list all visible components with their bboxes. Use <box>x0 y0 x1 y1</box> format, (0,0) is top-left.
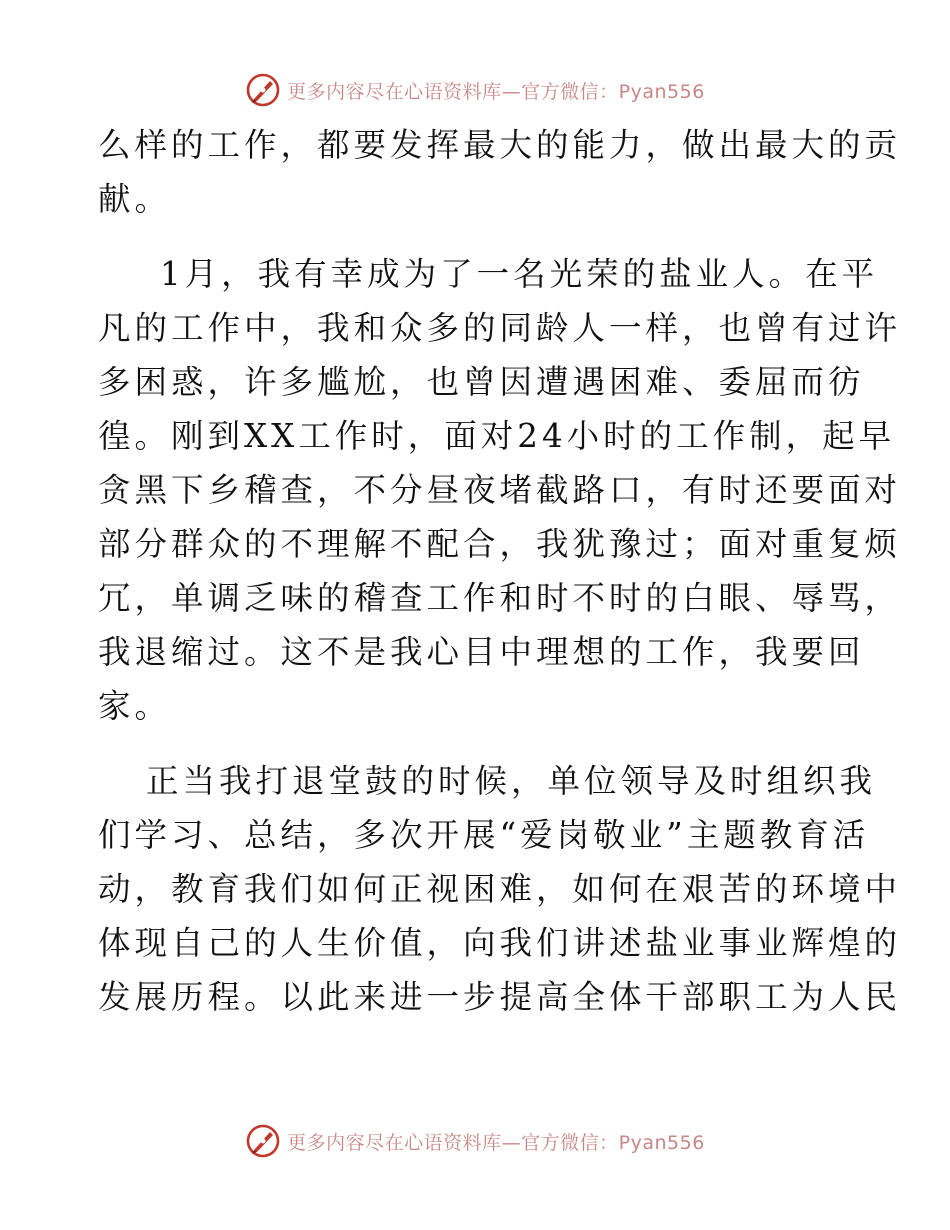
text-line: 我退缩过。这不是我心目中理想的工作，我要回 <box>98 633 865 671</box>
footer-watermark-text: 更多内容尽在心语资料库—官方微信：Pyan556 <box>287 1131 705 1154</box>
document-body <box>98 126 902 1032</box>
header-watermark-text: 更多内容尽在心语资料库—官方微信：Pyan556 <box>287 80 705 103</box>
text-line: 凡的工作中，我和众多的同龄人一样，也曾有过许 <box>98 309 902 347</box>
text-line: 多困惑，许多尴尬，也曾因遭遇困难、委屈而彷 <box>98 363 865 401</box>
text-line: 部分群众的不理解不配合，我犹豫过；面对重复烦 <box>98 525 902 563</box>
paragraph-gap <box>98 234 850 255</box>
text-line: 献。 <box>98 180 172 218</box>
footer-watermark <box>0 1121 950 1161</box>
text-line: 徨。刚到XX工作时，面对24小时的工作制，起早 <box>98 417 896 455</box>
text-line: 贪黑下乡稽查，不分昼夜堵截路口，有时还要面对 <box>98 471 902 509</box>
paragraph-gap <box>98 741 850 762</box>
text-line: 体现自己的人生价值，向我们讲述盐业事业辉煌的 <box>98 924 902 962</box>
text-line: 正当我打退堂鼓的时候，单位领导及时组织我 <box>146 762 877 800</box>
text-line: 1月，我有幸成为了一名光荣的盐业人。在平 <box>160 255 879 293</box>
text-line: 动，教育我们如何正视困难，如何在艰苦的环境中 <box>98 870 902 908</box>
text-line: 家。 <box>98 687 172 725</box>
text-line: 发展历程。以此来进一步提高全体干部职工为人民 <box>98 978 902 1016</box>
header-watermark <box>0 70 950 110</box>
text-line: 们学习、总结，多次开展“爱岗敬业”主题教育活 <box>98 816 870 854</box>
text-line: 么样的工作，都要发挥最大的能力，做出最大的贡 <box>98 126 902 164</box>
quill-logo-icon <box>245 1123 281 1159</box>
quill-logo-icon <box>245 72 281 108</box>
text-line: 冗，单调乏味的稽查工作和时不时的白眼、辱骂， <box>98 579 902 617</box>
